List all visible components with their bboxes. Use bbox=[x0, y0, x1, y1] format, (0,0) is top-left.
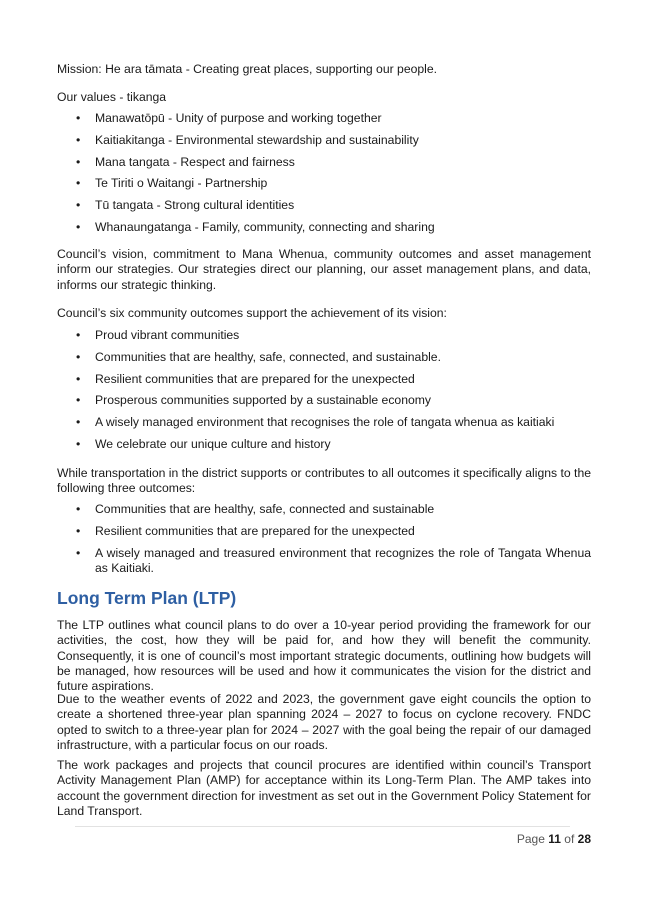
vision-paragraph: Council’s vision, commitment to Mana Whenua, community outcomes and asset management inform our strategies. Our strategies direct our planning, our asset management plans, and data, informs our strategic thinking. bbox=[57, 247, 591, 292]
bullet-icon: • bbox=[76, 523, 81, 538]
ltp-paragraph-3: The work packages and projects that council procures are identified within council’s Transport Activity Management Plan (AMP) for acceptance within its Long-Term Plan. The AMP takes into account the government direction for investment as set out in the Government Policy Statement for Land Transport. bbox=[57, 758, 591, 818]
list-item: • Prosperous communities supported by a sustainable economy bbox=[76, 393, 432, 408]
bullet-icon: • bbox=[76, 502, 81, 516]
bullet-icon: • bbox=[76, 111, 81, 125]
mission-statement: Mission: He ara tāmata - Creating great places, supporting our people. bbox=[57, 62, 438, 76]
outcomes-list bbox=[57, 328, 591, 452]
footer-divider bbox=[75, 826, 570, 827]
list-item: • Communities that are healthy, safe, connected, and sustainable. bbox=[76, 349, 441, 364]
ltp-paragraph-2: Due to the weather events of 2022 and 2023, the government gave eight councils the option to create a shortened three-year plan spanning 2024 – 2027 to focus on cyclone recovery. FNDC opted to switch to a three-year plan for 2024 – 2027 with the goal being the repair of our damaged infrastructure, with a particular focus on our roads. bbox=[57, 692, 591, 752]
bullet-icon: • bbox=[76, 545, 81, 560]
ltp-paragraph-1: The LTP outlines what council plans to do over a 10-year period providing the framework for our activities, the cost, how they will be paid for, and how they will benefit the community. Consequently, it is one of council’s most important strategic documents, outlining how budgets will be managed, how resources will be used and how it communicates the vision for the district and future aspirations. bbox=[57, 618, 591, 694]
bullet-icon: • bbox=[76, 219, 81, 234]
bullet-icon: • bbox=[76, 198, 81, 213]
list-item: • Mana tangata - Respect and fairness bbox=[76, 154, 295, 169]
bullet-icon: • bbox=[76, 176, 81, 191]
transport-outcomes-list bbox=[57, 502, 591, 576]
page-number: Page 11 of 28 bbox=[516, 832, 591, 846]
list-item: • We celebrate our unique culture and history bbox=[76, 436, 331, 451]
bullet-icon: • bbox=[76, 393, 81, 408]
list-item: • A wisely managed environment that recognises the role of tangata whenua as kaitiaki bbox=[76, 415, 555, 430]
list-item: • Whanaungatanga - Family, community, connecting and sharing bbox=[76, 219, 435, 234]
bullet-icon: • bbox=[76, 132, 81, 147]
bullet-icon: • bbox=[76, 328, 81, 342]
list-item: • Tū tangata - Strong cultural identities bbox=[76, 198, 295, 213]
list-item: • Proud vibrant communities bbox=[76, 328, 240, 342]
list-item: • Resilient communities that are prepared for the unexpected bbox=[76, 371, 415, 386]
list-item: • Kaitiakitanga - Environmental stewardship and sustainability bbox=[76, 132, 419, 147]
outcomes-intro: Council’s six community outcomes support the achievement of its vision: bbox=[57, 306, 447, 320]
list-item: • Manawatōpū - Unity of purpose and working together bbox=[76, 111, 382, 125]
bullet-icon: • bbox=[76, 154, 81, 169]
list-item: • A wisely managed and treasured environment that recognizes the role of Tangata Whenua as Kaitiaki. bbox=[76, 545, 591, 575]
bullet-icon: • bbox=[76, 349, 81, 364]
values-list bbox=[57, 111, 591, 235]
bullet-icon: • bbox=[76, 415, 81, 430]
list-item: • Resilient communities that are prepared for the unexpected bbox=[76, 523, 415, 538]
list-item: • Communities that are healthy, safe, connected and sustainable bbox=[76, 502, 435, 516]
section-heading: Long Term Plan (LTP) bbox=[57, 588, 237, 608]
list-item: • Te Tiriti o Waitangi - Partnership bbox=[76, 176, 268, 191]
values-heading: Our values - tikanga bbox=[57, 90, 167, 104]
transport-intro: While transportation in the district supports or contributes to all outcomes it specifically aligns to the following three outcomes: bbox=[57, 466, 591, 496]
bullet-icon: • bbox=[76, 371, 81, 386]
bullet-icon: • bbox=[76, 436, 81, 451]
